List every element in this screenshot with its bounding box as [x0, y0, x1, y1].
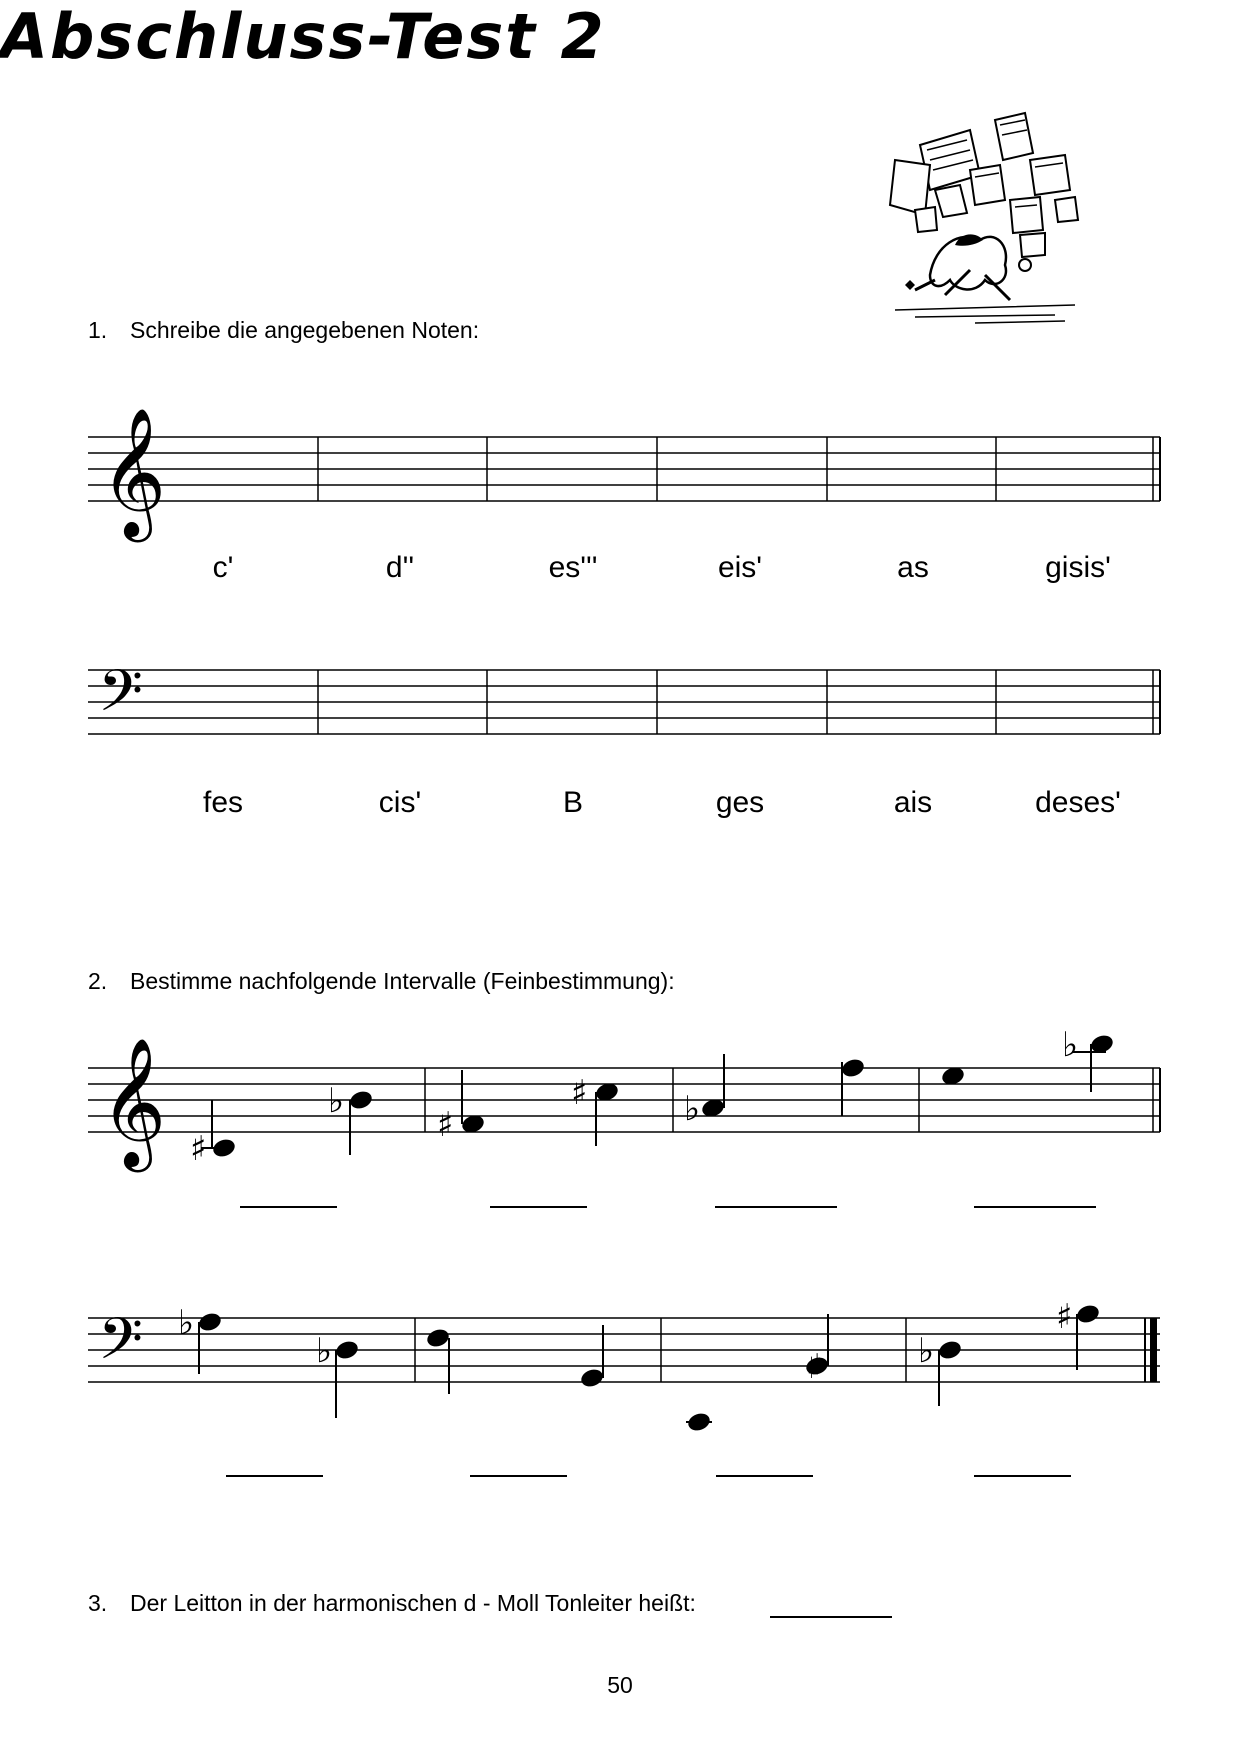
- flat-icon: ♭: [178, 1303, 195, 1343]
- answer-blank[interactable]: [715, 1206, 837, 1208]
- note-head: [197, 1311, 223, 1334]
- q1-bass-label: B: [562, 786, 583, 819]
- question-3-number: 3.: [88, 1590, 108, 1616]
- bass-clef-icon: 𝄢: [98, 1305, 144, 1387]
- question-3-text: Der Leitton in der harmonischen d - Moll Tonleiter heißt:: [130, 1590, 696, 1616]
- flat-icon: ♭: [1062, 1025, 1079, 1065]
- question-2-number: 2.: [88, 968, 108, 994]
- page-number: 50: [607, 1672, 633, 1698]
- sharp-icon: ♯: [190, 1129, 207, 1169]
- q1-bass-label: cis': [378, 786, 422, 819]
- flying-sheets-illustration: [875, 105, 1090, 330]
- question-2-text: Bestimme nachfolgende Intervalle (Feinbestimmung):: [130, 968, 675, 994]
- note-head: [579, 1367, 605, 1390]
- note-head: [937, 1339, 963, 1362]
- flat-icon: ♭: [328, 1081, 345, 1121]
- answer-blank[interactable]: [226, 1475, 323, 1477]
- sharp-icon: ♯: [437, 1105, 454, 1145]
- answer-blank[interactable]: [770, 1616, 892, 1618]
- q1-treble-label: es''': [548, 551, 598, 584]
- question-1-number: 1.: [88, 317, 108, 343]
- q1-bass-label: deses': [1035, 786, 1121, 819]
- q1-treble-label: as: [897, 551, 929, 584]
- note-head: [1075, 1303, 1101, 1326]
- answer-blank[interactable]: [974, 1475, 1071, 1477]
- sharp-icon: ♯: [806, 1347, 823, 1387]
- note-head: [211, 1137, 237, 1160]
- page-title: Abschluss-Test 2: [0, 0, 606, 73]
- q1-bass-label: ges: [715, 786, 765, 819]
- answer-blank[interactable]: [974, 1206, 1096, 1208]
- question-1-text: Schreibe die angegebenen Noten:: [130, 317, 480, 343]
- bass-clef-icon: 𝄢: [98, 657, 144, 739]
- note-head: [840, 1057, 866, 1080]
- q1-treble-label: c': [212, 551, 234, 584]
- q2-treble-staff: [0, 1000, 1240, 1200]
- q1-treble-label: eis': [717, 551, 763, 584]
- q1-treble-label: gisis': [1045, 551, 1111, 584]
- treble-clef-icon: 𝄞: [100, 1037, 167, 1167]
- sharp-icon: ♯: [1056, 1297, 1073, 1337]
- q1-bass-staff[interactable]: [0, 650, 1240, 750]
- answer-blank[interactable]: [470, 1475, 567, 1477]
- q2-bass-staff: [0, 1270, 1240, 1450]
- note-head: [334, 1339, 360, 1362]
- treble-clef-icon: 𝄞: [100, 407, 167, 537]
- note-head: [348, 1089, 374, 1112]
- flat-icon: ♭: [684, 1089, 701, 1129]
- note-head: [425, 1327, 451, 1350]
- sharp-icon: ♯: [571, 1073, 588, 1113]
- flat-icon: ♭: [918, 1331, 935, 1371]
- q1-treble-staff[interactable]: [0, 400, 1240, 540]
- q1-bass-label: fes: [202, 786, 244, 819]
- q1-bass-label: ais: [893, 786, 933, 819]
- answer-blank[interactable]: [240, 1206, 337, 1208]
- q1-treble-label: d'': [385, 551, 415, 584]
- answer-blank[interactable]: [490, 1206, 587, 1208]
- answer-blank[interactable]: [716, 1475, 813, 1477]
- flat-icon: ♭: [316, 1331, 333, 1371]
